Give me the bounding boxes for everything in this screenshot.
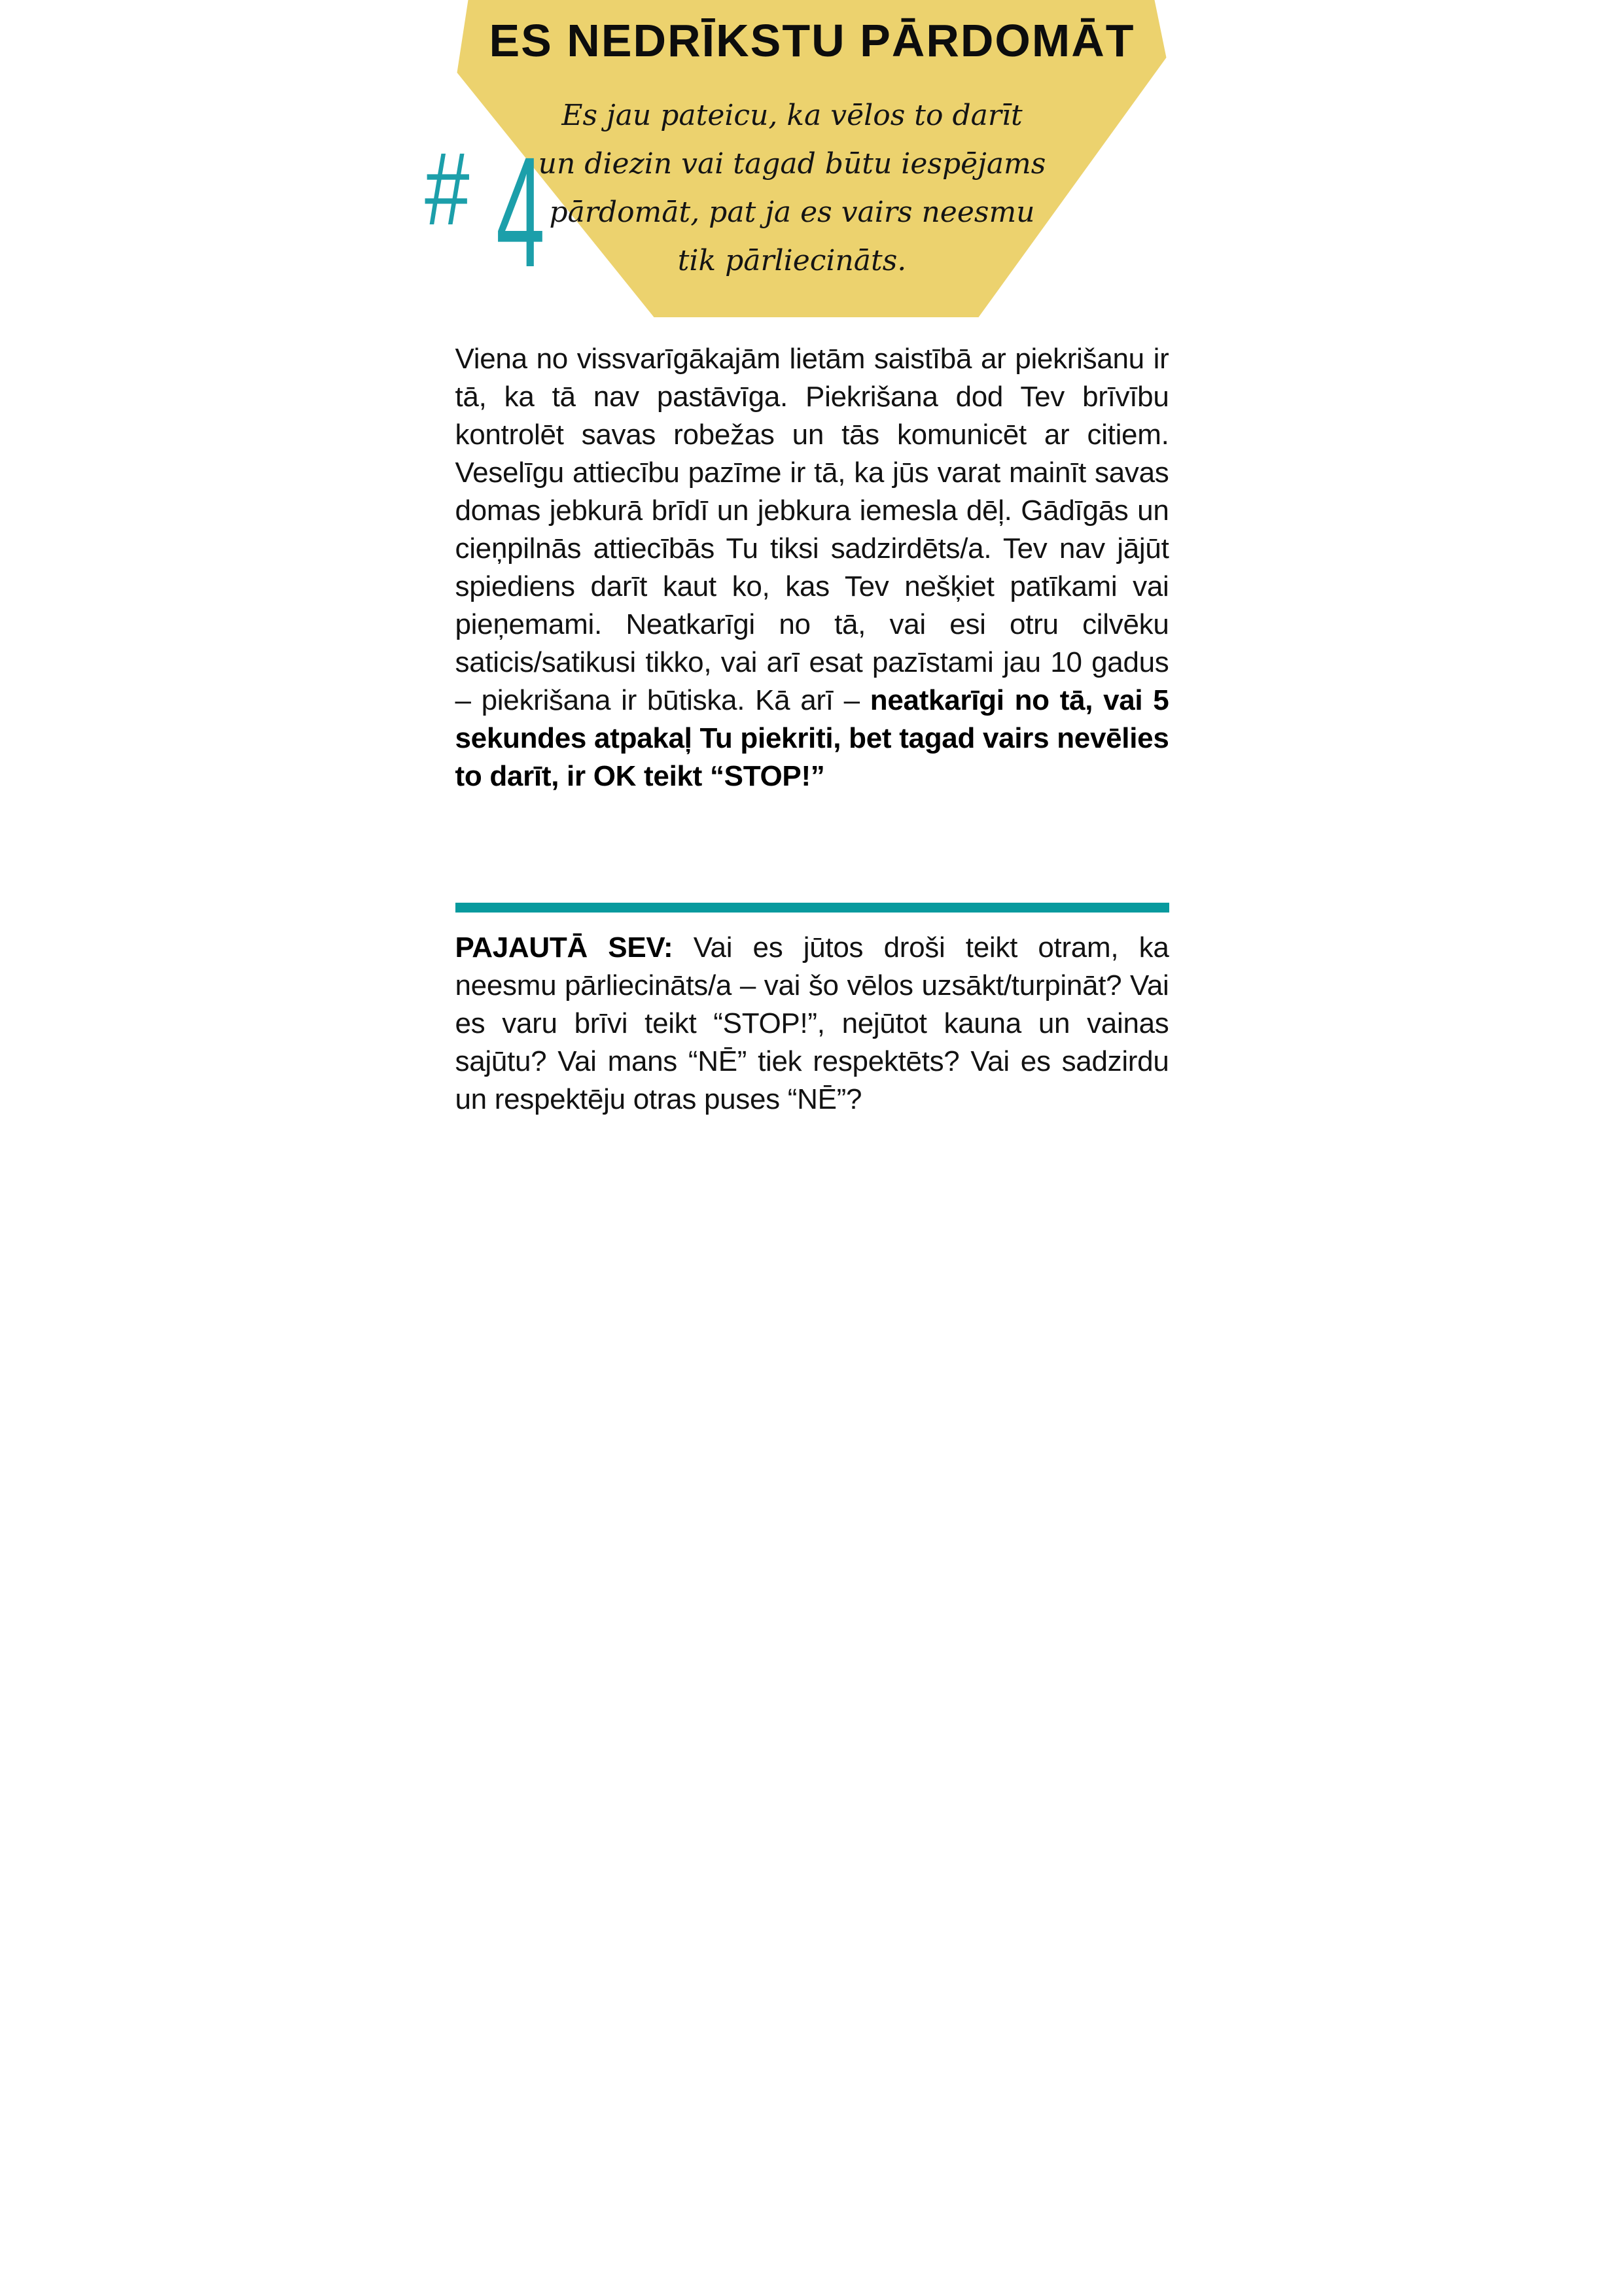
body-paragraph-regular: Viena no vissvarīgākajām lietām saistībā ar piekrišanu ir tā, ka tā nav pastāvīga. Piekrišana dod Tev brīvību kontrolēt savas robežas un tās komunicēt ar citiem. Veselīgu attiecību pazīme ir tā, ka jūs varat mainīt savas domas jebkurā brīdī un jebkura iemesla dēļ. Gādīgās un cieņpilnās attiecībās Tu tiksi sadzirdēts/a. Tev nav jājūt spiediens darīt kaut ko, kas Tev nešķiet patīkami vai pieņemami. Neatkarīgi no tā, vai esi otru cilvēku saticis/satikusi tikko, vai arī esat pazīstami jau 10 gadus – piekrišana ir būtiska. Kā arī – (455, 343, 1169, 716)
quote-line: pārdomāt, pat ja es vairs neesmu (549, 196, 1035, 229)
poster-page (406, 0, 1218, 1148)
issue-number: 4 (495, 124, 545, 300)
body-paragraph (455, 340, 1169, 795)
quote-line: tik pārliecināts. (677, 244, 907, 277)
quote-block (531, 92, 1054, 285)
ask-yourself-section (455, 929, 1169, 1119)
hash-symbol: # (424, 131, 470, 247)
quote-line: un diezin vai tagad būtu iespējams (538, 147, 1046, 181)
ask-yourself-text: Vai es jūtos droši teikt otram, ka neesmu pārliecināts/a – vai šo vēlos uzsākt/turpināt? Vai es varu brīvi teikt “STOP!”, nejūtot kauna un vainas sajūtu? Vai mans “NĒ” tiek respektēts? Vai es sadzirdu un respektēju otras puses “NĒ”? (455, 931, 1169, 1115)
ask-yourself-label: PAJAUTĀ SEV: (455, 931, 673, 964)
section-divider (455, 903, 1169, 913)
page-title: ES NEDRĪKSTU PĀRDOMĀT (489, 15, 1135, 66)
body-paragraph-bold: neatkarīgi no tā, vai 5 sekundes atpakaļ Tu piekriti, bet tagad vairs nevēlies to darīt, ir OK teikt “STOP!” (455, 684, 1169, 792)
quote-line: Es jau pateicu, ka vēlos to darīt (561, 99, 1023, 132)
